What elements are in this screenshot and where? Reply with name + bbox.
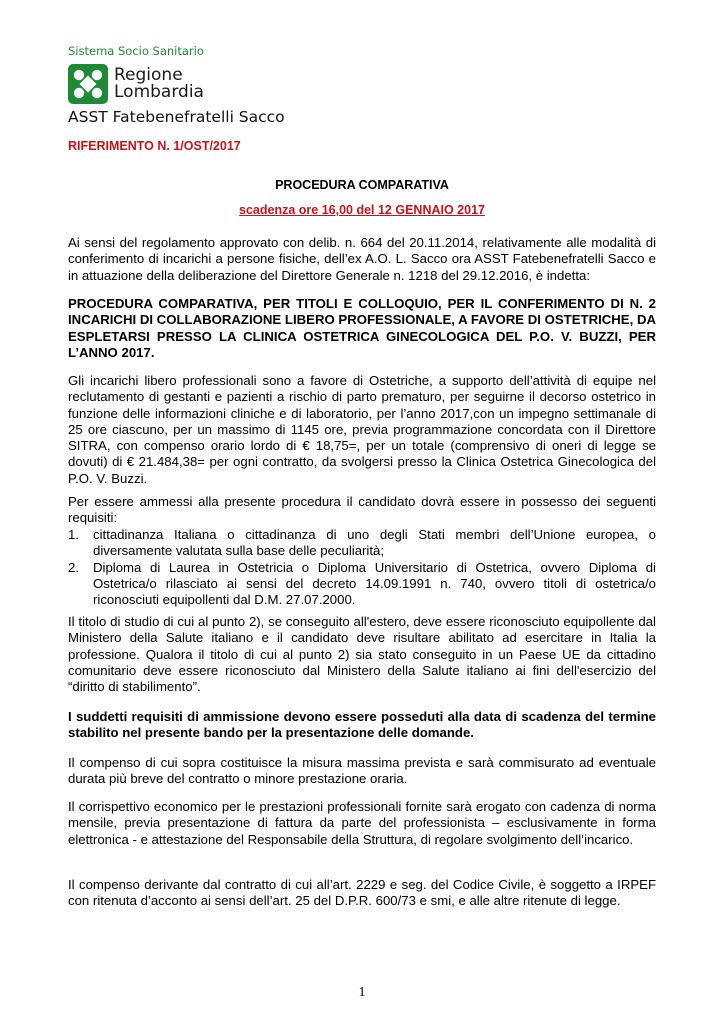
requisiti-posseduti-paragraph: I suddetti requisiti di ammissione devono essere posseduti alla data di scadenza del termine stabilito nel presente bando per la presentazione delle domande. (68, 709, 656, 741)
regione-lombardia-logo-icon (68, 64, 108, 104)
procedure-heading: PROCEDURA COMPARATIVA, PER TITOLI E COLLOQUIO, PER IL CONFERIMENTO DI N. 2 INCARICHI DI COLLABORAZIONE LIBERO PROFESSIONALE, A FAVORE DI OSTETRICHE, DA ESPLETARSI PRESSO LA CLINICA OSTETRICA GINECOLOGICA DEL P.O. V. BUZZI, PER L’ANNO 2017. (68, 296, 656, 360)
regione-lombardia-name (114, 67, 204, 101)
list-item (68, 527, 656, 560)
irpef-paragraph: Il compenso derivante dal contratto di cui all’art. 2229 e seg. del Codice Civile, è soggetto a IRPEF con ritenuta d’acconto ai sensi dell’art. 25 del D.P.R. 600/73 e smi, e alle altre ritenute di legge. (68, 877, 656, 909)
sistema-socio-sanitario: Sistema Socio Sanitario (68, 44, 204, 58)
corrispettivo-paragraph: Il corrispettivo economico per le prestazioni professionali fornite sarà erogato con cadenza di norma mensile, previa presentazione di fattura da parte del professionista – esclusivamente in forma elettronica - e attestazione del Responsabile della Struttura, di regolare svolgimento dell’incarico. (68, 799, 656, 847)
list-item-text: cittadinanza Italiana o cittadinanza di uno degli Stati membri dell’Unione europea, o diversamente valutata sulla base delle peculiarità; (93, 527, 656, 559)
list-item-number: 2. (68, 559, 79, 575)
procedure-title: PROCEDURA COMPARATIVA (275, 178, 449, 192)
incarichi-paragraph: Gli incarichi libero professionali sono a favore di Ostetriche, a supporto dell’attività di equipe nel reclutamento di gestanti e pazienti a rischio di parto prematuro, per seguirne il decorso ostetrico in funzione delle informazioni cliniche e di laboratorio, per l’anno 2017,con un impegno settimanale di 25 ore ciascuno, per un massimo di 1145 ore, previa programmazione concordata con il Direttore SITRA, con compenso orario lordo di € 18,75=, per un totale (comprensivo di oneri di legge se dovuti) di € 21.484,38= per ogni contratto, da svolgersi presso la Clinica Ostetrica Ginecologica del P.O. V. Buzzi. (68, 373, 656, 486)
region-line1: Regione (114, 65, 183, 85)
page-number: 1 (358, 985, 366, 1000)
compenso-paragraph: Il compenso di cui sopra costituisce la misura massima prevista e sarà commisurato ad eventuale durata più breve del contratto o minore prestazione oraria. (68, 755, 656, 787)
deadline: scadenza ore 16,00 del 12 GENNAIO 2017 (239, 203, 485, 217)
requisiti-list (68, 527, 656, 608)
riferimento-number: RIFERIMENTO N. 1/OST/2017 (68, 139, 241, 153)
titolo-estero-paragraph: Il titolo di studio di cui al punto 2), se conseguito all'estero, deve essere riconosciuto equipollente dal Ministero della Salute italiano e il candidato deve risultare abilitato ad esercitare in Italia la professione. Qualora il titolo di cui al punto 2) sia stato conseguito in un Paese UE da cittadino comunitario deve essere riconosciuto dal Ministero della Salute italiano ai fini dell'esercizio del “diritto di stabilimento”. (68, 614, 656, 695)
list-item-number: 1. (68, 527, 79, 542)
intro-paragraph: Ai sensi del regolamento approvato con delib. n. 664 del 20.11.2014, relativamente alle modalità di conferimento di incarichi a persone fisiche, dell’ex A.O. L. Sacco ora ASST Fatebenefratelli Sacco e in attuazione della deliberazione del Direttore Generale n. 1218 del 29.12.2016, è indetta: (68, 235, 656, 283)
asst-name: ASST Fatebenefratelli Sacco (68, 108, 285, 126)
list-item (68, 560, 656, 609)
list-item-text: Diploma di Laurea in Ostetricia o Diploma Universitario di Ostetrica, ovvero Diploma di Ostetrica/o rilasciato ai sensi del decreto 14.09.1991 n. 740, ovvero titoli di ostetrica/o riconosciuti equipollenti dal D.M. 27.07.2000. (93, 559, 656, 608)
region-line2: Lombardia (114, 82, 204, 102)
requisiti-intro: Per essere ammessi alla presente procedura il candidato dovrà essere in possesso dei seguenti requisiti: (68, 494, 656, 526)
